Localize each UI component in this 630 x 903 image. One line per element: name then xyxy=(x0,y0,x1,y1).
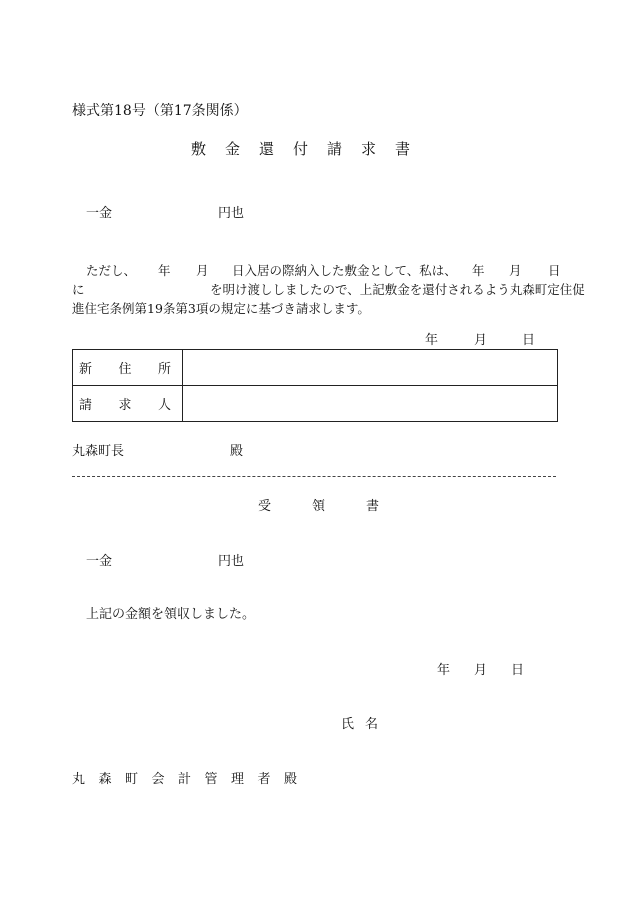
body-line-2 xyxy=(72,281,585,300)
request-body xyxy=(72,262,585,319)
title-char: 受 xyxy=(258,499,272,514)
body-text: 日入居の際納入した敷金として、私は、 xyxy=(232,263,457,278)
receipt-amount-suffix: 円也 xyxy=(218,554,245,569)
amount-prefix: 一金 xyxy=(86,206,113,221)
title-char: 還 xyxy=(259,140,275,158)
body-text: に xyxy=(72,282,85,297)
body-line-1 xyxy=(72,262,562,281)
title-char: 付 xyxy=(293,140,309,158)
new-address-label xyxy=(73,350,183,386)
receipt-title xyxy=(258,500,386,513)
claimant-label xyxy=(73,386,183,422)
body-month: 月 xyxy=(196,263,209,278)
request-date-month: 月 xyxy=(474,333,488,348)
addressee-char: 森 xyxy=(98,772,112,787)
request-date-year: 年 xyxy=(425,333,439,348)
body-month: 月 xyxy=(509,263,522,278)
title-char: 書 xyxy=(395,140,411,158)
body-day: 日 xyxy=(548,263,561,278)
addressee-char: 者 xyxy=(257,772,271,787)
title-char: 金 xyxy=(225,140,241,158)
table-row xyxy=(73,386,558,422)
title-char: 求 xyxy=(361,140,377,158)
claimant-field[interactable] xyxy=(183,386,558,422)
label-char: 請 xyxy=(79,398,93,413)
form-number-header: 様式第18号（第17条関係） xyxy=(72,103,248,119)
addressee-char: 理 xyxy=(231,772,245,787)
amount-suffix: 円也 xyxy=(218,206,245,221)
addressee-mayor: 丸森町長 xyxy=(72,444,125,459)
request-title xyxy=(191,142,415,157)
new-address-field[interactable] xyxy=(183,350,558,386)
name-label xyxy=(341,718,379,731)
label-char: 新 xyxy=(79,362,93,377)
body-line-3 xyxy=(72,300,562,319)
title-char: 敷 xyxy=(191,140,207,158)
title-char: 領 xyxy=(312,499,326,514)
receipt-amount-prefix: 一金 xyxy=(86,554,113,569)
body-year: 年 xyxy=(472,263,485,278)
addressee-char: 殿 xyxy=(284,772,298,787)
addressee-char: 町 xyxy=(125,772,139,787)
body-text: を明け渡ししましたので、上記敷金を還付されるよう丸森町定住促 xyxy=(210,282,585,297)
label-char: 名 xyxy=(365,717,379,732)
addressee-honorific: 殿 xyxy=(230,444,244,459)
addressee-char: 会 xyxy=(151,772,165,787)
applicant-table xyxy=(72,349,558,422)
addressee-char: 管 xyxy=(204,772,218,787)
cut-line-divider xyxy=(72,476,556,477)
receipt-date-year: 年 xyxy=(437,663,451,678)
request-date-day: 日 xyxy=(522,333,536,348)
label-char: 人 xyxy=(157,398,171,413)
label-char: 求 xyxy=(118,398,132,413)
label-char: 所 xyxy=(157,362,171,377)
receipt-addressee xyxy=(72,773,298,786)
body-year: 年 xyxy=(158,263,171,278)
table-row xyxy=(73,350,558,386)
label-char: 住 xyxy=(118,362,132,377)
title-char: 請 xyxy=(327,140,343,158)
body-text: ただし、 xyxy=(86,263,137,278)
receipt-date-day: 日 xyxy=(511,663,525,678)
title-char: 書 xyxy=(366,499,380,514)
addressee-char: 計 xyxy=(178,772,192,787)
receipt-statement: 上記の金額を領収しました。 xyxy=(86,607,256,622)
label-char: 氏 xyxy=(341,717,355,732)
receipt-date-month: 月 xyxy=(474,663,488,678)
body-text: 進住宅条例第19条第3項の規定に基づき請求します。 xyxy=(72,301,370,316)
addressee-char: 丸 xyxy=(72,772,86,787)
